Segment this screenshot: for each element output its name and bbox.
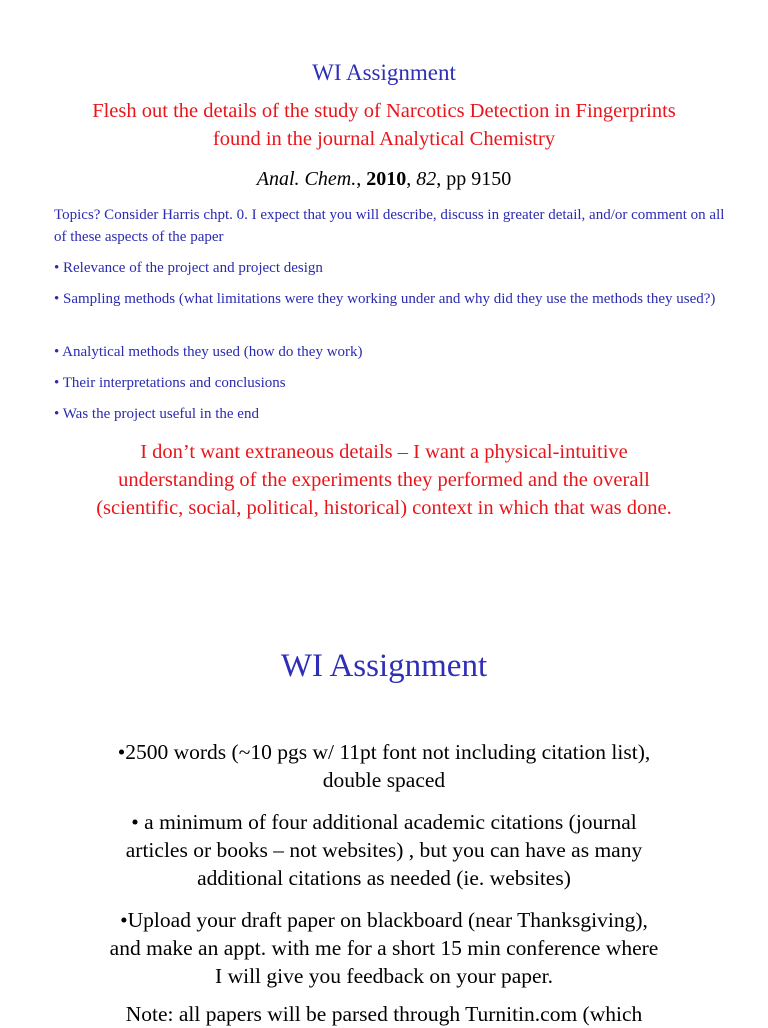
citation-journal: Anal. Chem. xyxy=(256,168,357,190)
citation-year: 2010 xyxy=(366,168,407,190)
word-count-line-1: •2500 words (~10 pgs w/ 11pt font not including citation list), xyxy=(117,740,651,764)
slide-1-title: WI Assignment xyxy=(312,60,456,85)
citations-line-1: • a minimum of four additional academic citations (journal xyxy=(131,810,637,834)
draft-line-1: •Upload your draft paper on blackboard (near Thanksgiving), xyxy=(120,908,648,932)
bullet-item: • Sampling methods (what limitations were they working under and why did they use the methods they used?) xyxy=(54,291,716,307)
slide-2 xyxy=(0,560,768,1024)
citation-separator-2: , xyxy=(406,168,417,190)
draft-line-3: I will give you feedback on your paper. xyxy=(215,964,553,988)
draft-upload-requirement xyxy=(60,906,708,990)
citation-separator-1: , xyxy=(356,168,367,190)
citation-volume: 82 xyxy=(416,168,437,190)
closing-statement xyxy=(30,438,738,522)
citations-line-2: articles or books – not websites) , but you can have as many xyxy=(125,838,643,862)
closing-line-2: understanding of the experiments they performed and the overall xyxy=(118,469,650,491)
subtitle-line-1: Flesh out the details of the study of Narcotics Detection in Fingerprints xyxy=(92,100,676,122)
subtitle-line-2: found in the journal Analytical Chemistry xyxy=(212,128,556,150)
citations-line-3: additional citations as needed (ie. websites) xyxy=(197,866,571,890)
journal-citation xyxy=(0,168,768,191)
draft-line-2: and make an appt. with me for a short 15 min conference where xyxy=(109,936,659,960)
bullet-item: • Was the project useful in the end xyxy=(54,406,259,422)
closing-line-1: I don’t want extraneous details – I want a physical-intuitive xyxy=(140,441,628,463)
slide-2-title: WI Assignment xyxy=(280,648,488,684)
note-line-1: Note: all papers will be parsed through Turnitin.com (which xyxy=(125,1002,643,1026)
slide-1-subtitle xyxy=(40,97,728,153)
citation-pages: , pp 9150 xyxy=(436,168,512,190)
citations-requirement xyxy=(60,808,708,892)
closing-line-3: (scientific, social, political, historical) context in which that was done. xyxy=(96,497,672,519)
word-count-requirement xyxy=(60,738,708,794)
word-count-line-2: double spaced xyxy=(322,768,446,792)
bullet-item: • Their interpretations and conclusions xyxy=(54,375,286,391)
bullet-item: • Relevance of the project and project design xyxy=(54,260,323,276)
bullet-item: • Analytical methods they used (how do they work) xyxy=(54,344,363,360)
topics-paragraph: Topics? Consider Harris chpt. 0. I expect that you will describe, discuss in greater detail, and/or comment on all of these aspects of the paper xyxy=(54,207,725,245)
